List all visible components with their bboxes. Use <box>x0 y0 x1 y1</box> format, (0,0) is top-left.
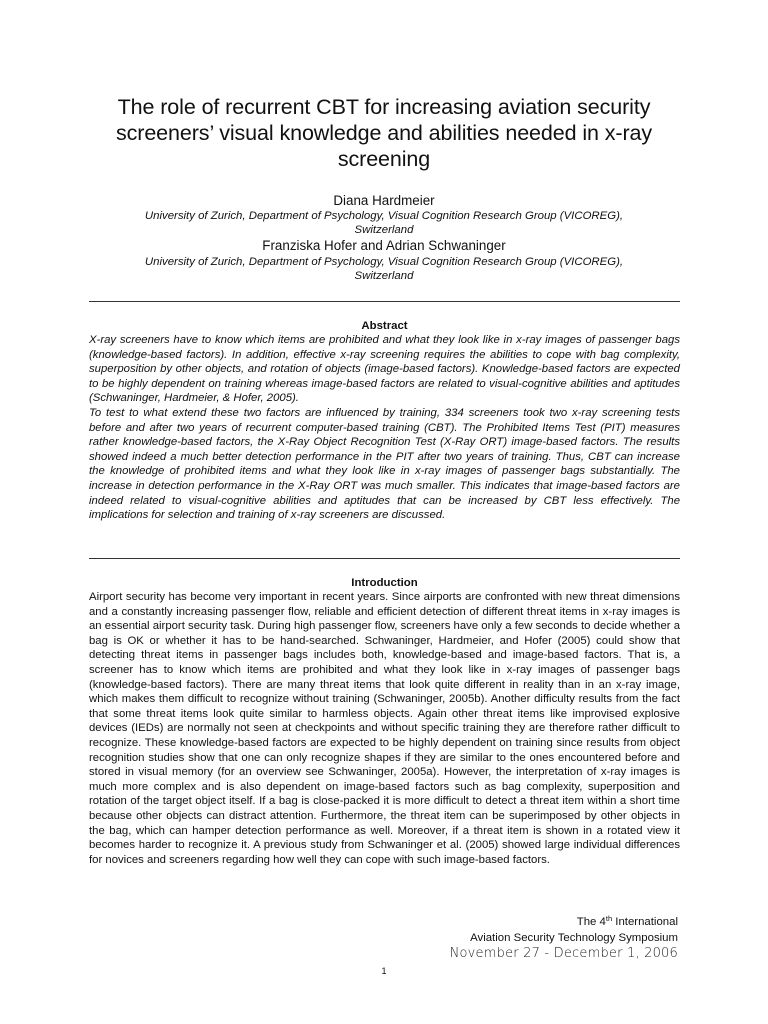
footer-edition-label: International <box>612 916 678 928</box>
abstract-body <box>89 333 680 523</box>
abstract-paragraph-1: X-ray screeners have to know which items are prohibited and what they look like in x-ray images of passenger bags (knowledge-based factors). In addition, effective x-ray screening requires the abilities to cope with bag complexity, superposition by other objects, and rotation of objects (image-based factors). Knowledge-based factors are expected to be highly dependent on training whereas image-based factors are related to visual-cognitive abilities and aptitudes (Schwaninger, Hardmeier, & Hofer, 2005). <box>89 334 680 405</box>
author-1-affiliation-line-1: University of Zurich, Department of Psychology, Visual Cognition Research Group (VICOREG), <box>144 210 624 222</box>
author-1-affiliation-line-2: Switzerland <box>354 224 414 236</box>
introduction-paragraph-1: Airport security has become very important in recent years. Since airports are confronted with new threat dimensions and a constantly increasing passenger flow, reliable and efficient detection of different threat items in x-ray images is an essential airport security task. During high passenger flow, screeners have only a few seconds to decide whether a bag is OK or whether it has to be hand-searched. Schwaninger, Hardmeier, and Hofer (2005) could show that detecting threat items in passenger bags includes both, knowledge-based and image-based factors. That is, a screener has to know which items are prohibited and what they look like in x-ray images of passenger bags (knowledge-based factors). There are many threat items that look quite different in reality than in an x-ray image, which makes them difficult to recognize without training (Schwaninger, 2005b). Another difficulty results from the fact that some threat items look quite similar to harmless objects. Again other threat items like improvised explosive devices (IEDs) are normally not seen at checkpoints and without specific training they are therefore rather difficult to recognize. These knowledge-based factors are expected to be highly dependent on training since results from object recognition studies show that one can only recognize shapes if they are similar to the ones encountered before and stored in visual memory (for an overview see Schwaninger, 2005a). However, the interpretation of x-ray images is much more complex and is also dependent on image-based factors such as bag complexity, superposition and rotation of the target object itself. If a bag is close-packed it is more difficult to detect a threat item within a short time because other objects can distract attention. Furthermore, the threat item can be superimposed by other objects in the bag, which can hamper detection performance as well. Moreover, if a threat item is shown in a rotated view it becomes harder to recognize it. A previous study from Schwaninger et al. (2005) showed large individual differences for novices and screeners regarding how well they can cope with such image-based factors. <box>89 591 680 866</box>
author-2-affiliation-line-1: University of Zurich, Department of Psychology, Visual Cognition Research Group (VICOREG), <box>144 256 624 268</box>
footer-conference-dates: November 27 - December 1, 2006 <box>449 946 678 961</box>
author-2-affiliation-line-2: Switzerland <box>354 270 414 282</box>
abstract-bottom-divider <box>89 558 680 559</box>
introduction-body <box>89 590 680 867</box>
conference-footer <box>450 914 678 962</box>
paper-title: The role of recurrent CBT for increasing aviation security screeners’ visual knowledge and abilities needed in x-ray screening <box>115 95 653 171</box>
abstract-heading: Abstract <box>361 320 408 332</box>
author-2-name: Franziska Hofer and Adrian Schwaninger <box>262 238 506 253</box>
footer-conference-edition <box>450 914 678 930</box>
footer-edition-suffix: th <box>605 914 613 923</box>
page-number: 1 <box>381 966 387 976</box>
author-1-name: Diana Hardmeier <box>333 193 435 208</box>
abstract-paragraph-2: To test to what extend these two factors are influenced by training, 334 screeners took two x-ray screening tests before and after two years of recurrent computer-based training (CBT). The Prohibited Items Test (PIT) measures rather knowledge-based factors, the X-Ray Object Recognition Test (X-Ray ORT) image-based factors. The results showed indeed a much better detection performance in the PIT after two years of training. Thus, CBT can increase the knowledge of prohibited items and what they look like in x-ray images of passenger bags substantially. The increase in detection performance in the X-Ray ORT was much smaller. This indicates that image-based factors are indeed related to visual-cognitive abilities and aptitudes that can be increased by CBT less effectively. The implications for selection and training of x-ray screeners are discussed. <box>89 406 680 522</box>
footer-edition-number: The 4 <box>576 916 606 928</box>
abstract-top-divider <box>89 301 680 302</box>
footer-conference-name: Aviation Security Technology Symposium <box>470 932 678 944</box>
introduction-heading: Introduction <box>351 577 418 589</box>
